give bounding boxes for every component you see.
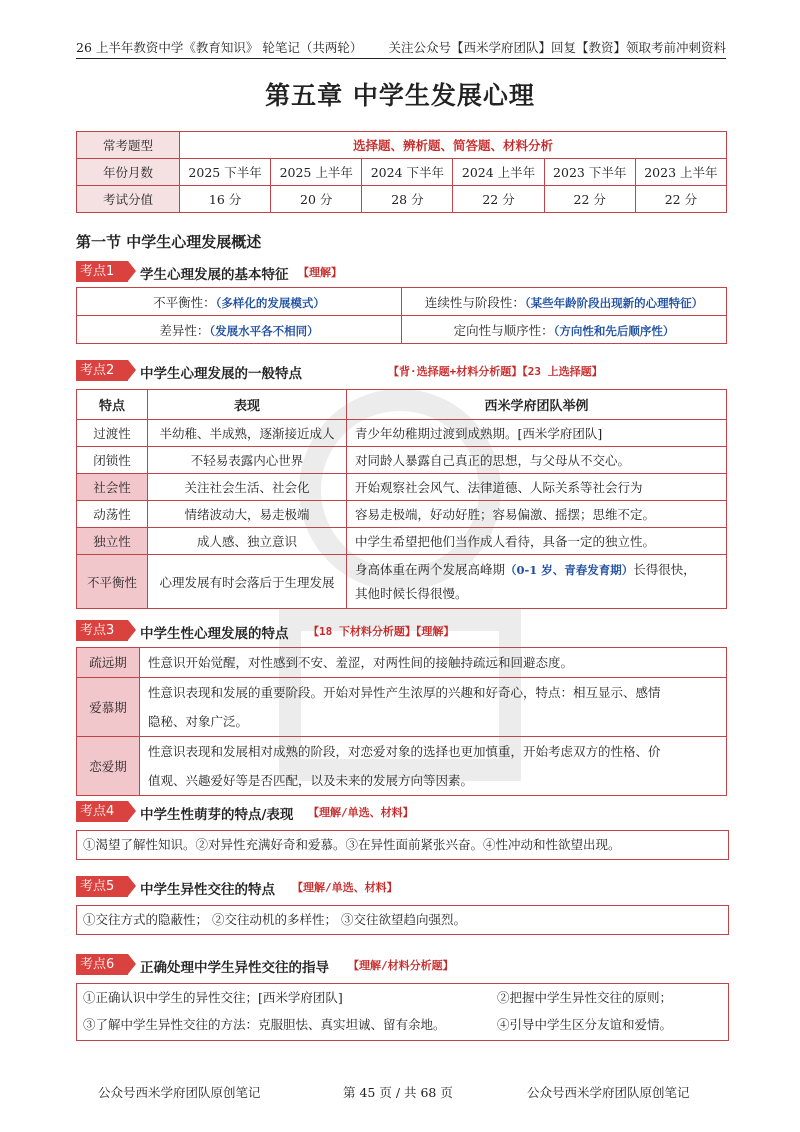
kaodian-title: 中学生性心理发展的特点 — [140, 626, 289, 642]
kaodian-title: 学生心理发展的基本特征 — [140, 267, 289, 283]
stage-label: 爱慕期 — [77, 678, 140, 737]
behavior-cell: 情绪波动大，易走极端 — [148, 501, 347, 528]
score-cell: 28 分 — [362, 186, 453, 213]
stage-desc: 性意识表现和发展相对成熟的阶段，对恋爱对象的选择也更加慎重，开始考虑双方的性格、价 值观、兴趣爱好等是否匹配，以及未来的发展方向等因素。 — [140, 737, 727, 796]
kaodian-tag: 考点6 — [76, 954, 128, 975]
score-cell: 20 分 — [271, 186, 362, 213]
kaodian-tag: 考点5 — [76, 876, 128, 897]
score-label: 考试分值 — [77, 186, 180, 213]
col-header: 西米学府团队举例 — [347, 390, 727, 420]
behavior-cell: 心理发展有时会落后于生理发展 — [148, 555, 347, 609]
stage-label: 疏远期 — [77, 648, 140, 678]
kaodian-title: 中学生性萌芽的特点/表现 — [140, 807, 294, 823]
stage-desc: 性意识表现和发展的重要阶段。开始对异性产生浓厚的兴趣和好奇心，特点：相互显示、感情 隐秘、对象广泛。 — [140, 678, 727, 737]
kaodian-title: 正确处理中学生异性交往的指导 — [140, 960, 329, 976]
guide-item: ①正确认识中学生的异性交往；[西米学府团队] — [83, 990, 343, 1005]
k4-text: ①渴望了解性知识。②对异性充满好奇和爱慕。③在异性面前紧张兴奋。④性冲动和性欲望出现。 — [76, 830, 729, 860]
header-right-text: 关注公众号【西米学府团队】回复【教资】领取考前冲刺资料 — [388, 40, 726, 55]
year-cell: 2023 下半年 — [544, 159, 635, 186]
guide-item: ④引导中学生区分友谊和爱情。 — [497, 1017, 673, 1032]
section-heading: 第一节 中学生心理发展概述 — [76, 233, 262, 251]
score-cell: 22 分 — [635, 186, 726, 213]
question-type-label: 常考题型 — [77, 132, 180, 159]
stage-desc: 性意识开始觉醒，对性感到不安、羞涩，对两性间的接触持疏远和回避态度。 — [140, 648, 727, 678]
trait-cell: 过渡性 — [77, 420, 148, 447]
example-cell: 身高体重在两个发展高峰期（0-1 岁、青春发育期）长得很快， 其他时候长得很慢。 — [347, 555, 727, 609]
kaodian-tag: 考点4 — [76, 801, 128, 822]
kaodian-tag: 考点2 — [76, 360, 128, 381]
feature-cell: 定向性与顺序性：（方向性和先后顺序性） — [402, 316, 727, 344]
behavior-cell: 关注社会生活、社会化 — [148, 474, 347, 501]
score-cell: 16 分 — [180, 186, 271, 213]
k1-feature-table — [76, 287, 727, 344]
year-cell: 2023 上半年 — [635, 159, 726, 186]
trait-cell: 闭锁性 — [77, 447, 148, 474]
k3-table — [76, 647, 727, 796]
kaodian-note: 【18 下材料分析题】【理解】 — [308, 625, 455, 638]
guide-item: ②把握中学生异性交往的原则； — [497, 990, 673, 1005]
kaodian-title: 中学生心理发展的一般特点 — [140, 366, 302, 382]
page-number: 第 45 页 / 共 68 页 — [343, 1085, 453, 1100]
behavior-cell: 不轻易表露内心世界 — [148, 447, 347, 474]
year-cell: 2025 下半年 — [180, 159, 271, 186]
kaodian-tag: 考点3 — [76, 620, 128, 641]
trait-cell: 动荡性 — [77, 501, 148, 528]
kaodian-tag: 考点1 — [76, 261, 128, 282]
feature-cell: 不平衡性：（多样化的发展模式） — [77, 288, 402, 316]
feature-cell: 连续性与阶段性：（某些年龄阶段出现新的心理特征） — [402, 288, 727, 316]
kaodian-1-heading — [76, 261, 726, 283]
kaodian-note: 【理解/单选、材料】 — [292, 881, 398, 894]
example-cell: 中学生希望把他们当作成人看待，具备一定的独立性。 — [347, 528, 727, 555]
header-left-text: 26 上半年教资中学《教育知识》 轮笔记（共两轮） — [76, 40, 363, 55]
year-label: 年份月数 — [77, 159, 180, 186]
behavior-cell: 半幼稚、半成熟，逐渐接近成人 — [148, 420, 347, 447]
year-cell: 2024 上半年 — [453, 159, 544, 186]
k2-table — [76, 389, 727, 609]
kaodian-3-heading — [76, 620, 726, 642]
page-header — [76, 36, 726, 59]
kaodian-note: 【理解】 — [298, 266, 342, 279]
col-header: 表现 — [148, 390, 347, 420]
example-cell: 容易走极端，好动好胜；容易偏激、摇摆；思维不定。 — [347, 501, 727, 528]
example-cell: 对同龄人暴露自己真正的思想，与父母从不交心。 — [347, 447, 727, 474]
stage-label: 恋爱期 — [77, 737, 140, 796]
trait-cell: 独立性 — [77, 528, 148, 555]
chapter-title: 第五章 中学生发展心理 — [265, 81, 535, 110]
kaodian-note: 【理解/单选、材料】 — [308, 806, 414, 819]
kaodian-title: 中学生异性交往的特点 — [140, 882, 275, 898]
k6-box — [76, 983, 729, 1041]
trait-cell: 社会性 — [77, 474, 148, 501]
k5-text: ①交往方式的隐蔽性； ②交往动机的多样性； ③交往欲望趋向强烈。 — [76, 905, 729, 935]
score-cell: 22 分 — [544, 186, 635, 213]
example-cell: 开始观察社会风气、法律道德、人际关系等社会行为 — [347, 474, 727, 501]
score-cell: 22 分 — [453, 186, 544, 213]
guide-item: ③了解中学生异性交往的方法：克服胆怯、真实坦诚、留有余地。 — [83, 1017, 446, 1032]
question-types: 选择题、辨析题、简答题、材料分析 — [180, 132, 727, 159]
year-cell: 2024 下半年 — [362, 159, 453, 186]
kaodian-4-heading — [76, 801, 726, 823]
example-cell: 青少年幼稚期过渡到成熟期。[西米学府团队] — [347, 420, 727, 447]
footer-right: 公众号西米学府团队原创笔记 — [527, 1085, 690, 1100]
kaodian-note: 【理解/材料分析题】 — [348, 959, 454, 972]
exam-info-table — [76, 131, 727, 213]
behavior-cell: 成人感、独立意识 — [148, 528, 347, 555]
kaodian-note: 【背·选择题+材料分析题】【23 上选择题】 — [388, 365, 603, 378]
feature-cell: 差异性：（发展水平各不相同） — [77, 316, 402, 344]
col-header: 特点 — [77, 390, 148, 420]
footer-left: 公众号西米学府团队原创笔记 — [98, 1085, 261, 1100]
year-cell: 2025 上半年 — [271, 159, 362, 186]
kaodian-2-heading — [76, 360, 726, 382]
kaodian-6-heading — [76, 954, 726, 976]
kaodian-5-heading — [76, 876, 726, 898]
trait-cell: 不平衡性 — [77, 555, 148, 609]
